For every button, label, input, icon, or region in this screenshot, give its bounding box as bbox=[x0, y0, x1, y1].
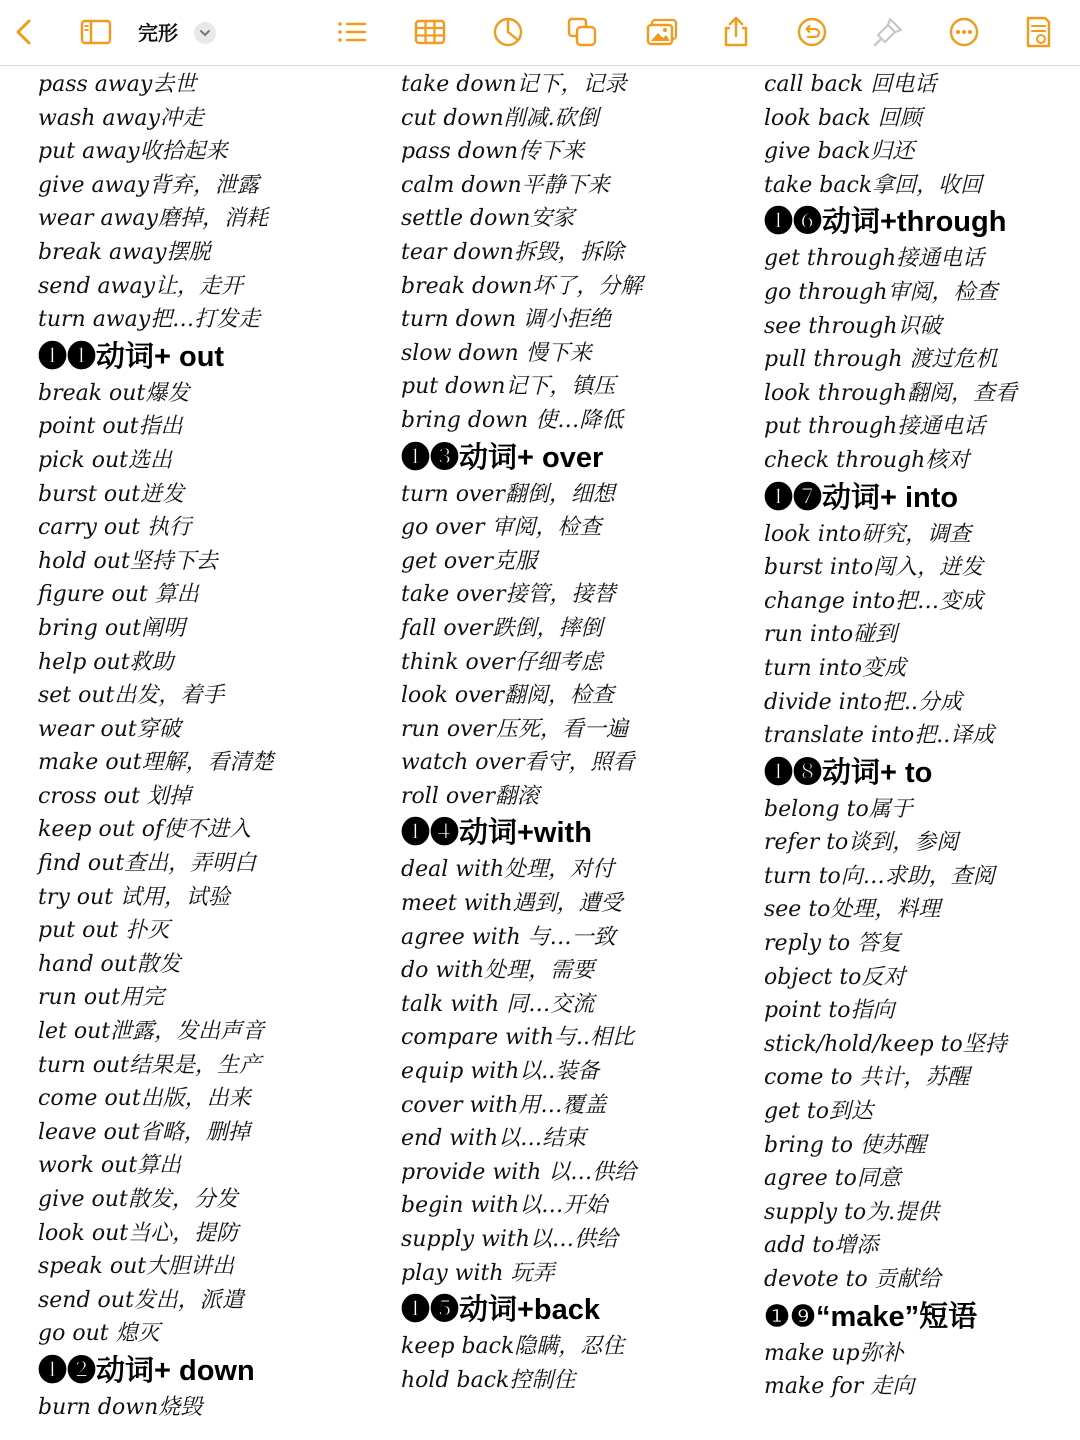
phrase-entry: give away背弃，泄露 bbox=[38, 172, 260, 198]
phrase-entry: turn down 调小拒绝 bbox=[401, 307, 612, 333]
phrase-entry: think over仔细考虑 bbox=[401, 649, 603, 675]
sidebar-toggle-button[interactable] bbox=[78, 14, 114, 50]
back-chevron-icon bbox=[7, 15, 41, 49]
phrase-entry: bring to 使苏醒 bbox=[764, 1132, 926, 1158]
phrase-entry: get over克服 bbox=[401, 548, 538, 574]
phrase-entry: bring out阐明 bbox=[38, 615, 186, 641]
text-column-2 bbox=[401, 68, 741, 1397]
list-button[interactable] bbox=[334, 14, 370, 50]
phrase-entry: cut down削减.砍倒 bbox=[401, 105, 599, 131]
phrase-entry: point out指出 bbox=[38, 414, 183, 440]
document-settings-button[interactable] bbox=[1020, 14, 1056, 50]
phrase-entry: bring down 使…降低 bbox=[401, 407, 624, 433]
phrase-entry: wear out穿破 bbox=[38, 716, 181, 742]
shapes-button[interactable] bbox=[564, 14, 600, 50]
chart-button[interactable] bbox=[490, 14, 526, 50]
phrase-entry: point to指向 bbox=[764, 998, 895, 1024]
phrase-entry: roll over翻滚 bbox=[401, 783, 540, 809]
document-body[interactable] bbox=[0, 66, 1080, 1440]
phrase-entry: speak out大胆讲出 bbox=[38, 1254, 235, 1280]
phrase-entry: divide into把..分成 bbox=[764, 689, 962, 715]
phrase-entry: work out算出 bbox=[38, 1153, 182, 1179]
phrase-entry: put through接通电话 bbox=[764, 414, 986, 440]
phrase-entry: get to到达 bbox=[764, 1099, 874, 1125]
phrase-entry: tear down拆毁，拆除 bbox=[401, 239, 624, 265]
phrase-entry: meet with遇到，遭受 bbox=[401, 891, 623, 917]
phrase-entry: keep back隐瞒，忍住 bbox=[401, 1334, 625, 1360]
more-button[interactable] bbox=[946, 14, 982, 50]
phrase-entry: refer to谈到，参阅 bbox=[764, 830, 959, 856]
section-heading: ❶❼动词+ into bbox=[764, 481, 959, 514]
chart-icon bbox=[491, 15, 525, 49]
phrase-entry: cross out 划掉 bbox=[38, 783, 191, 809]
phrase-entry: slow down 慢下来 bbox=[401, 340, 592, 366]
more-icon bbox=[947, 15, 981, 49]
phrase-entry: begin with以…开始 bbox=[401, 1193, 608, 1219]
phrase-entry: run out用完 bbox=[38, 985, 165, 1011]
phrase-entry: go through审阅，检查 bbox=[764, 279, 998, 305]
text-column-1 bbox=[38, 68, 378, 1425]
share-icon bbox=[719, 15, 753, 49]
format-brush-icon bbox=[871, 15, 905, 49]
phrase-entry: devote to 贡献给 bbox=[764, 1267, 941, 1292]
phrase-entry: equip with以..装备 bbox=[401, 1059, 600, 1085]
phrase-entry: break out爆发 bbox=[38, 380, 190, 406]
document-settings-icon bbox=[1021, 15, 1055, 49]
phrase-entry: deal with处理，对付 bbox=[401, 857, 615, 883]
phrase-entry: break away摆脱 bbox=[38, 239, 211, 265]
phrase-entry: go out 熄灭 bbox=[38, 1321, 160, 1347]
phrase-entry: figure out 算出 bbox=[38, 582, 199, 608]
phrase-entry: put out 扑灭 bbox=[38, 918, 170, 944]
phrase-entry: look through翻阅，查看 bbox=[764, 380, 1018, 406]
phrase-entry: pass away去世 bbox=[38, 72, 197, 97]
section-heading: ❶❽动词+ to bbox=[764, 756, 933, 789]
phrase-entry: put down记下，镇压 bbox=[401, 374, 616, 400]
phrase-entry: supply to为.提供 bbox=[764, 1199, 940, 1225]
phrase-entry: burst out迸发 bbox=[38, 481, 185, 507]
phrase-entry: see to处理，料理 bbox=[764, 897, 941, 923]
phrase-entry: look into研究，调查 bbox=[764, 521, 972, 547]
phrase-entry: carry out 执行 bbox=[38, 515, 192, 541]
share-button[interactable] bbox=[718, 14, 754, 50]
section-heading: ❶❸动词+ over bbox=[401, 441, 604, 474]
phrase-entry: stick/hold/keep to坚持 bbox=[764, 1031, 1007, 1057]
phrase-entry: help out救助 bbox=[38, 649, 174, 675]
back-button[interactable] bbox=[6, 14, 42, 50]
phrase-entry: talk with 同…交流 bbox=[401, 991, 595, 1017]
section-heading: ❶❺动词+back bbox=[401, 1294, 601, 1327]
phrase-entry: supply with以…供给 bbox=[401, 1227, 618, 1252]
phrase-entry: pass down传下来 bbox=[401, 139, 585, 165]
phrase-entry: belong to属于 bbox=[764, 796, 913, 822]
phrase-entry: come out出版，出来 bbox=[38, 1086, 251, 1112]
phrase-entry: put away收拾起来 bbox=[38, 139, 228, 165]
section-heading: ❶❷动词+ down bbox=[38, 1354, 255, 1387]
phrase-entry: change into把…变成 bbox=[764, 588, 984, 614]
phrase-entry: get through接通电话 bbox=[764, 246, 985, 272]
sidebar-toggle-icon bbox=[79, 15, 113, 49]
phrase-entry: hand out散发 bbox=[38, 951, 181, 977]
phrase-entry: try out 试用，试验 bbox=[38, 884, 231, 910]
list-icon bbox=[335, 15, 369, 49]
phrase-entry: send away让，走开 bbox=[38, 273, 244, 299]
phrase-entry: turn into变成 bbox=[764, 655, 906, 681]
phrase-entry: pull through 渡过危机 bbox=[764, 347, 998, 373]
phrase-entry: let out泄露，发出声音 bbox=[38, 1019, 265, 1045]
phrase-entry: check through核对 bbox=[764, 447, 970, 473]
phrase-entry: hold out坚持下去 bbox=[38, 548, 218, 574]
section-heading: ❶❾“make”短语 bbox=[764, 1300, 978, 1333]
phrase-entry: take back拿回，收回 bbox=[764, 172, 983, 198]
phrase-entry: watch over看守，照看 bbox=[401, 750, 635, 776]
phrase-entry: provide with 以…供给 bbox=[401, 1159, 637, 1185]
phrase-entry: compare with与..相比 bbox=[401, 1025, 635, 1051]
phrase-entry: come to 共计，苏醒 bbox=[764, 1065, 970, 1091]
phrase-entry: take down记下，记录 bbox=[401, 72, 627, 97]
phrase-entry: end with以…结束 bbox=[401, 1126, 587, 1152]
section-heading: ❶❶动词+ out bbox=[38, 340, 225, 373]
phrase-entry: object to反对 bbox=[764, 964, 906, 990]
phrase-entry: make up弥补 bbox=[764, 1340, 904, 1366]
phrase-entry: call back 回电话 bbox=[764, 72, 937, 97]
phrase-entry: settle down安家 bbox=[401, 206, 575, 232]
phrase-entry: fall over跌倒，摔倒 bbox=[401, 615, 603, 641]
title-menu-button[interactable] bbox=[194, 22, 216, 44]
undo-icon bbox=[795, 15, 829, 49]
phrase-entry: look out当心，提防 bbox=[38, 1220, 239, 1246]
phrase-entry: set out出发，着手 bbox=[38, 683, 225, 709]
undo-button[interactable] bbox=[794, 14, 830, 50]
phrase-entry: make for 走向 bbox=[764, 1374, 915, 1400]
title-chevron-down-icon bbox=[198, 26, 212, 40]
phrase-entry: send out发出，派遣 bbox=[38, 1287, 244, 1313]
phrase-entry: cover with用…覆盖 bbox=[401, 1092, 607, 1118]
shapes-icon bbox=[565, 15, 599, 49]
phrase-entry: take over接管，接替 bbox=[401, 582, 616, 608]
table-button[interactable] bbox=[412, 14, 448, 50]
phrase-entry: give out散发，分发 bbox=[38, 1187, 238, 1212]
phrase-entry: turn over翻倒，细想 bbox=[401, 481, 615, 507]
document-title[interactable]: 完形 bbox=[138, 21, 178, 45]
phrase-entry: burn down烧毁 bbox=[38, 1394, 203, 1420]
phrase-entry: break down坏了，分解 bbox=[401, 273, 643, 299]
phrase-entry: play with 玩弄 bbox=[401, 1260, 555, 1286]
toolbar bbox=[0, 0, 1080, 66]
phrase-entry: leave out省略，删掉 bbox=[38, 1119, 250, 1145]
media-icon bbox=[645, 15, 679, 49]
phrase-entry: reply to 答复 bbox=[764, 931, 902, 957]
phrase-entry: wear away磨掉，消耗 bbox=[38, 206, 268, 232]
phrase-entry: run into碰到 bbox=[764, 622, 898, 648]
phrase-entry: give back归还 bbox=[764, 139, 915, 165]
section-heading: ❶❻动词+through bbox=[764, 206, 1007, 239]
phrase-entry: make out理解，看清楚 bbox=[38, 750, 274, 776]
phrase-entry: turn away把…打发走 bbox=[38, 307, 261, 333]
text-column-3 bbox=[764, 68, 1064, 1404]
phrase-entry: translate into把..译成 bbox=[764, 723, 995, 749]
phrase-entry: burst into闯入，迸发 bbox=[764, 555, 984, 581]
phrase-entry: see through识破 bbox=[764, 313, 942, 339]
phrase-entry: turn out结果是，生产 bbox=[38, 1052, 261, 1078]
media-button[interactable] bbox=[644, 14, 680, 50]
phrase-entry: pick out选出 bbox=[38, 447, 173, 473]
phrase-entry: do with处理，需要 bbox=[401, 958, 595, 984]
format-brush-button[interactable] bbox=[870, 14, 906, 50]
phrase-entry: turn to向…求助，查阅 bbox=[764, 863, 995, 889]
table-icon bbox=[413, 15, 447, 49]
phrase-entry: hold back控制住 bbox=[401, 1367, 576, 1393]
phrase-entry: run over压死，看一遍 bbox=[401, 716, 629, 742]
phrase-entry: find out查出，弄明白 bbox=[38, 851, 257, 877]
phrase-entry: agree to同意 bbox=[764, 1166, 901, 1192]
phrase-entry: look back 回顾 bbox=[764, 105, 922, 131]
section-heading: ❶❹动词+with bbox=[401, 817, 592, 850]
phrase-entry: look over翻阅，检查 bbox=[401, 683, 615, 709]
phrase-entry: add to增添 bbox=[764, 1233, 879, 1259]
phrase-entry: calm down平静下来 bbox=[401, 172, 610, 198]
phrase-entry: agree with 与…一致 bbox=[401, 924, 616, 950]
phrase-entry: go over 审阅，检查 bbox=[401, 515, 602, 541]
phrase-entry: keep out of使不进入 bbox=[38, 817, 252, 843]
phrase-entry: wash away冲走 bbox=[38, 105, 204, 131]
